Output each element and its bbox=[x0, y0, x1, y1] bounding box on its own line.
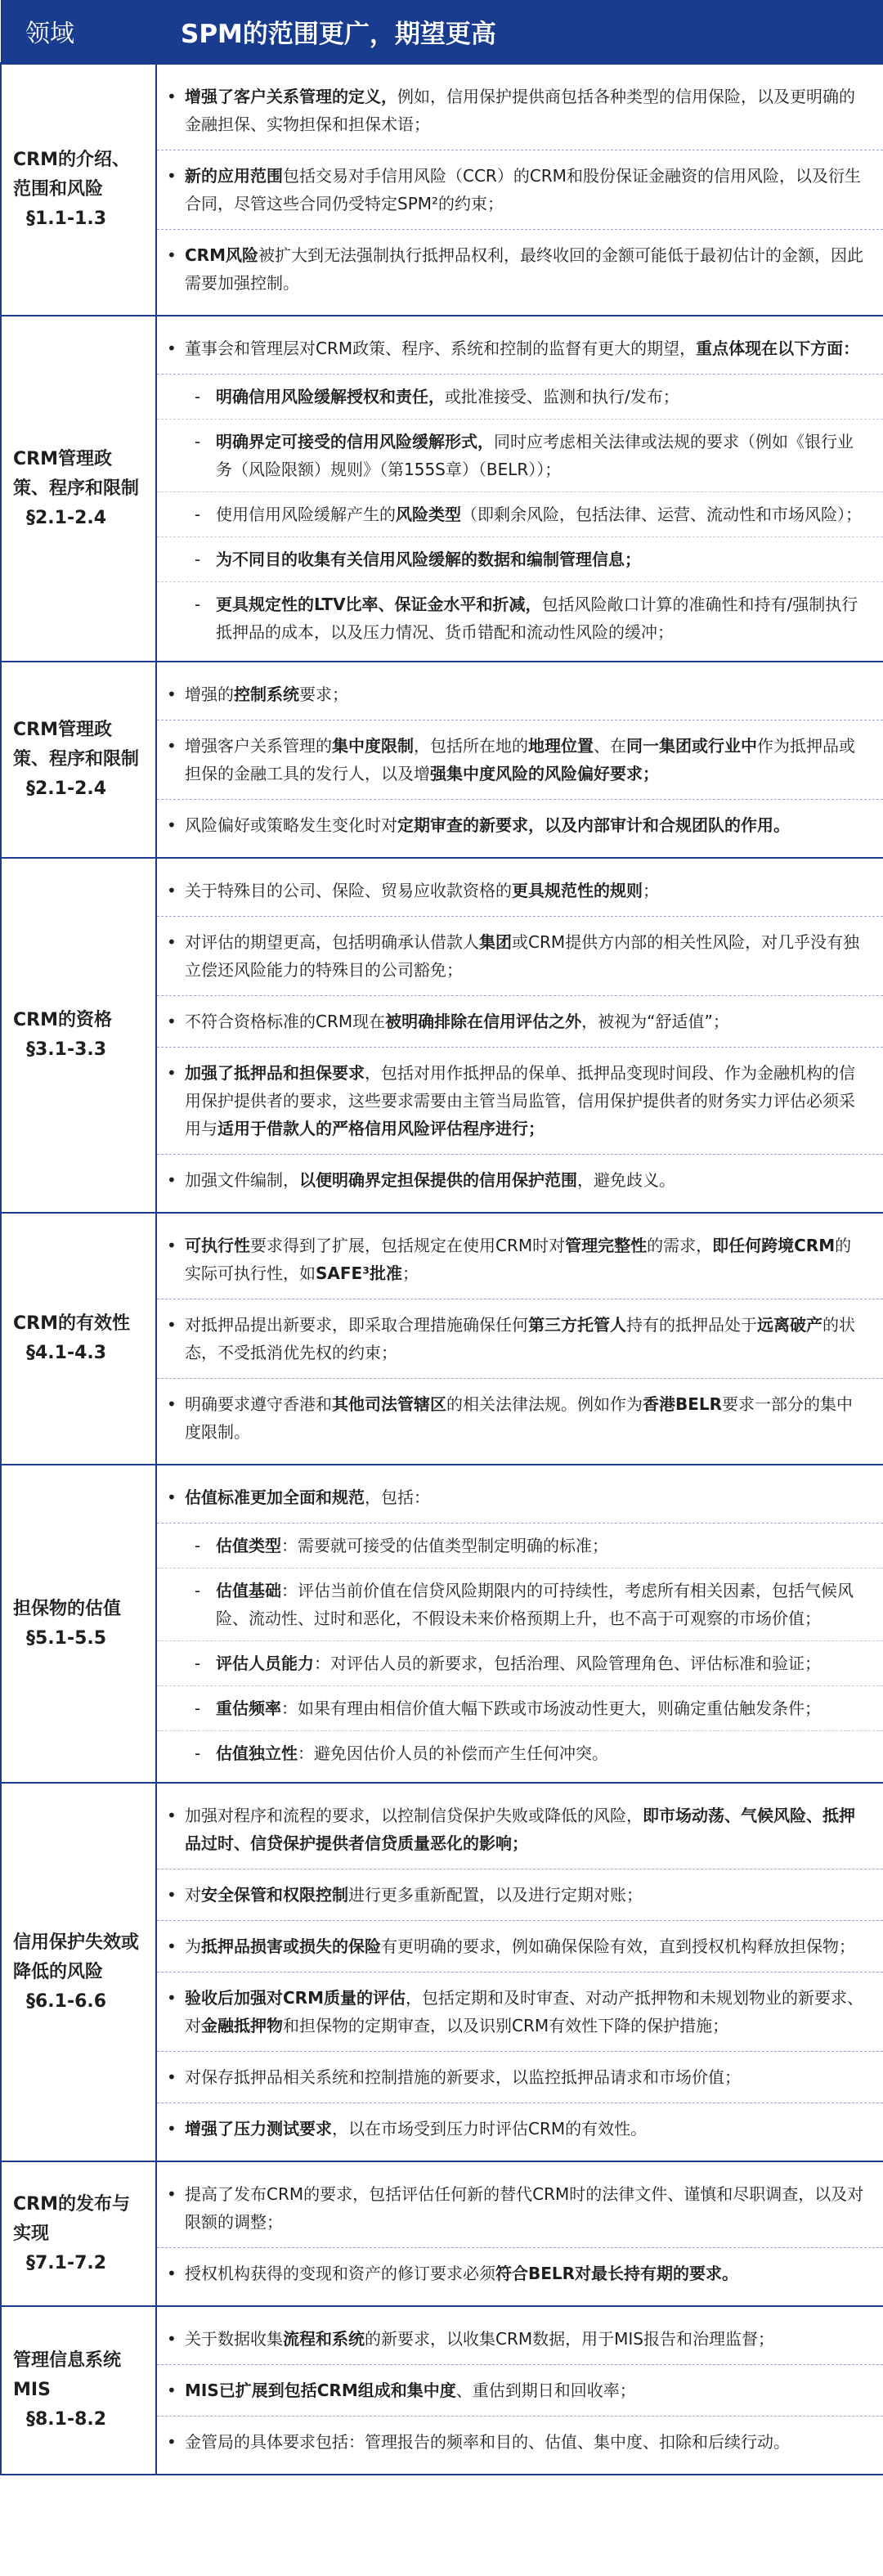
domain-name: 信用保护失效或降低的风险 bbox=[13, 1932, 140, 1982]
bullet-icon: • bbox=[167, 2264, 177, 2283]
body-text: ； bbox=[643, 881, 659, 900]
emphasis-text: 抵押品损害或损失的保险 bbox=[201, 1936, 381, 1956]
emphasis-text: 更具规定性的LTV比率、保证金水平和折减， bbox=[216, 595, 542, 614]
emphasis-text: 强集中度风险的风险偏好要求； bbox=[430, 764, 659, 783]
emphasis-text: 管理完整性 bbox=[565, 1236, 648, 1255]
body-text: 、在 bbox=[594, 736, 626, 756]
sub-list-item-text bbox=[216, 428, 865, 483]
list-item bbox=[157, 2313, 883, 2365]
body-text: 的需求， bbox=[647, 1236, 713, 1255]
body-text: 进行更多重新配置，以及进行定期对账； bbox=[348, 1885, 643, 1905]
body-text: ，包括定期和及时审查、对动产抵押物和未规划物业的新要求、对 bbox=[185, 1988, 863, 2035]
emphasis-text: 其他司法管辖区 bbox=[332, 1394, 446, 1414]
list-item-text bbox=[185, 334, 865, 362]
emphasis-text: 为不同目的收集有关信用风险缓解的数据和编制管理信息； bbox=[216, 550, 641, 569]
emphasis-text: 重点体现在以下方面： bbox=[696, 339, 860, 358]
list-item bbox=[157, 150, 883, 230]
table-row bbox=[1, 316, 883, 662]
list-item bbox=[157, 230, 883, 308]
emphasis-text: 即任何跨境CRM bbox=[712, 1236, 836, 1255]
list-item bbox=[157, 2417, 883, 2467]
bullet-icon: • bbox=[167, 87, 177, 106]
bullet-icon: • bbox=[167, 2067, 177, 2087]
body-text: 风险偏好或策略发生变化时对 bbox=[185, 815, 397, 835]
body-text: ，包括对用作抵押品的保单、抵押品变现时间段、作为金融机构的信用保护提供者的要求，这些要求需要由主管当局监管，信用保护提供者的财务实力评估必须采用与 bbox=[185, 1063, 855, 1138]
domain-section-ref: §2.1-2.4 bbox=[26, 507, 107, 528]
dash-icon: - bbox=[195, 505, 201, 524]
list-item-text bbox=[185, 2376, 865, 2404]
emphasis-text: 重估频率 bbox=[216, 1699, 281, 1718]
body-text: （即剩余风险，包括法律、运营、流动性和市场风险）； bbox=[461, 505, 862, 524]
emphasis-text: 符合BELR对最长持有期的要求。 bbox=[495, 2264, 739, 2283]
domain-section-ref: §6.1-6.6 bbox=[26, 1990, 107, 2012]
body-text: ：对评估人员的新要求，包括治理、风险管理角色、评估标准和验证； bbox=[314, 1654, 821, 1673]
body-text: ：评估当前价值在信贷风险期限内的可持续性，考虑所有相关因素，包括气候风险、流动性、过时和恶化，不假设未来价格预期上升，也不高于可观察的市场价值； bbox=[216, 1581, 854, 1628]
domain-section-ref: §1.1-1.3 bbox=[26, 209, 107, 229]
sub-list-item-text bbox=[216, 1532, 865, 1560]
expectations-cell bbox=[156, 64, 883, 316]
emphasis-text: 地理位置 bbox=[528, 736, 594, 756]
list-item bbox=[157, 1155, 883, 1205]
body-text: 被扩大到无法强制执行抵押品权利，最终收回的金额可能低于最初估计的金额，因此需要加强控制。 bbox=[185, 245, 863, 293]
body-text: ； bbox=[401, 1263, 419, 1283]
emphasis-text: SAFE³批准 bbox=[316, 1263, 402, 1283]
bullet-icon: • bbox=[167, 2119, 177, 2138]
dash-icon: - bbox=[195, 1654, 201, 1673]
emphasis-text: 适用于借款人的严格信用风险评估程序进行； bbox=[217, 1119, 545, 1138]
domain-section-ref: §8.1-8.2 bbox=[26, 2409, 107, 2430]
bullet-icon: • bbox=[167, 166, 177, 186]
body-text: 明确要求遵守香港和 bbox=[185, 1394, 332, 1414]
emphasis-text: 估值独立性 bbox=[216, 1744, 298, 1763]
list-item bbox=[157, 1869, 883, 1921]
bullet-icon: • bbox=[167, 2381, 177, 2400]
body-text: 要求一部分的集中度限制。 bbox=[185, 1394, 854, 1442]
bullet-icon: • bbox=[167, 1236, 177, 1255]
emphasis-text: 明确信用风险缓解授权和责任， bbox=[216, 387, 445, 406]
body-text: 对保存抵押品相关系统和控制措施的新要求，以监控抵押品请求和市场价值； bbox=[185, 2067, 741, 2087]
table-header-row bbox=[1, 0, 883, 64]
list-item-text bbox=[185, 928, 865, 984]
emphasis-text: 同一集团或行业中 bbox=[626, 736, 757, 756]
body-text: 或批准接受、监测和执行/发布； bbox=[445, 387, 679, 406]
domain-name: CRM的有效性 bbox=[13, 1313, 130, 1334]
bullet-icon: • bbox=[167, 1063, 177, 1083]
domain-cell bbox=[1, 2306, 156, 2475]
bullet-icon: • bbox=[167, 2329, 177, 2349]
list-item-text bbox=[185, 1932, 865, 1960]
emphasis-text: 增强了压力测试要求 bbox=[185, 2119, 332, 2138]
emphasis-text: 估值标准更加全面和规范 bbox=[185, 1488, 365, 1507]
domain-name: 管理信息系统MIS bbox=[13, 2350, 122, 2400]
emphasis-text: 即市场动荡、气候风险、抵押品过时、信贷保护提供者信贷质量恶化的影响； bbox=[185, 1806, 855, 1853]
domain-name: CRM的资格 bbox=[13, 1010, 112, 1030]
table-row bbox=[1, 858, 883, 1213]
list-item bbox=[157, 800, 883, 850]
table-row bbox=[1, 1465, 883, 1783]
list-item-text bbox=[185, 1008, 865, 1035]
body-text: 金管局的具体要求包括：管理报告的频率和目的、估值、集中度、扣除和后续行动。 bbox=[185, 2432, 790, 2452]
list-item-text bbox=[185, 1059, 865, 1142]
sub-list-item-text bbox=[216, 545, 865, 573]
list-item-text bbox=[185, 2115, 865, 2143]
body-text: 和担保物的定期审查，以及识别CRM有效性下降的保护措施； bbox=[283, 2016, 729, 2035]
list-item-text bbox=[185, 811, 865, 839]
list-item-text bbox=[185, 2428, 865, 2456]
body-text: 有更明确的要求，例如确保保险有效，直到授权机构释放担保物； bbox=[381, 1936, 855, 1956]
list-item-text bbox=[185, 2260, 865, 2287]
bullet-icon: • bbox=[167, 1394, 177, 1414]
list-item bbox=[157, 1299, 883, 1379]
bullet-icon: • bbox=[167, 1936, 177, 1956]
body-text: 加强文件编制， bbox=[185, 1170, 299, 1190]
body-text: 增强客户关系管理的 bbox=[185, 736, 332, 756]
domain-cell bbox=[1, 858, 156, 1213]
body-text: ：避免因估价人员的补偿而产生任何冲突。 bbox=[298, 1744, 608, 1763]
table-row bbox=[1, 1213, 883, 1465]
body-text: ，以在市场受到压力时评估CRM的有效性。 bbox=[332, 2119, 648, 2138]
emphasis-text: 金融抵押物 bbox=[201, 2016, 283, 2035]
list-item bbox=[157, 323, 883, 375]
list-item-text bbox=[185, 1483, 865, 1511]
body-text: 使用信用风险缓解产生的 bbox=[216, 505, 396, 524]
list-item bbox=[157, 2052, 883, 2103]
domain-section-ref: §2.1-2.4 bbox=[26, 779, 107, 799]
bullet-icon: • bbox=[167, 1988, 177, 2008]
emphasis-text: 加强了抵押品和担保要求 bbox=[185, 1063, 365, 1083]
sub-list-item bbox=[157, 1524, 883, 1568]
emphasis-text: 新的应用范围 bbox=[185, 166, 283, 186]
body-text: 的状态，不受抵消优先权的约束； bbox=[185, 1315, 855, 1362]
bullet-icon: • bbox=[167, 1315, 177, 1335]
domain-section-ref: §4.1-4.3 bbox=[26, 1343, 107, 1363]
bullet-icon: • bbox=[167, 932, 177, 952]
emphasis-text: MIS已扩展到包括CRM组成和集中度 bbox=[185, 2381, 456, 2400]
emphasis-text: 可执行性 bbox=[185, 1236, 250, 1255]
bullet-icon: • bbox=[167, 1170, 177, 1190]
domain-cell bbox=[1, 1465, 156, 1783]
body-text: 包括风险敞口计算的准确性和持有/强制执行抵押品的成本，以及压力情况、货币错配和流动性风险的缓冲； bbox=[216, 595, 858, 642]
sub-list-item-text bbox=[216, 500, 865, 528]
sub-list-item-text bbox=[216, 383, 865, 411]
emphasis-text: 控制系统 bbox=[234, 684, 299, 704]
domain-name: 担保物的估值 bbox=[13, 1598, 122, 1619]
body-text: 对评估的期望更高，包括明确承认借款人 bbox=[185, 932, 479, 952]
expectations-cell bbox=[156, 1213, 883, 1465]
domain-cell bbox=[1, 662, 156, 858]
list-item bbox=[157, 1472, 883, 1524]
list-item-text bbox=[185, 1802, 865, 1857]
body-text: 持有的抵押品处于 bbox=[626, 1315, 757, 1335]
dash-icon: - bbox=[195, 550, 201, 569]
bullet-icon: • bbox=[167, 1885, 177, 1905]
emphasis-text: 香港BELR bbox=[643, 1394, 723, 1414]
body-text: 包括交易对手信用风险（CCR）的CRM和股份保证金融资的信用风险，以及衍生合同，尽管这些合同仍受特定SPM²的约束； bbox=[185, 166, 861, 213]
body-text: 同时应考虑相关法律或法规的要求（例如《银行业务（风险限额）规则》（第155S章）（BELR））； bbox=[216, 432, 854, 479]
list-item-text bbox=[185, 2180, 865, 2236]
body-text: 对 bbox=[185, 1885, 201, 1905]
bullet-icon: • bbox=[167, 2432, 177, 2452]
list-item-text bbox=[185, 241, 865, 297]
list-item-text bbox=[185, 1881, 865, 1909]
list-item-text bbox=[185, 83, 865, 138]
body-text: 作为抵押品或担保的金融工具的发行人，以及增 bbox=[185, 736, 855, 783]
body-text: 加强对程序和流程的要求，以控制信贷保护失败或降低的风险， bbox=[185, 1806, 643, 1825]
body-text: ，避免歧义。 bbox=[577, 1170, 675, 1190]
body-text: 的相关法律法规。例如作为 bbox=[446, 1394, 643, 1414]
emphasis-text: 以便明确界定担保提供的信用保护范围 bbox=[299, 1170, 577, 1190]
domain-name: CRM管理政策、程序和限制 bbox=[13, 720, 140, 770]
expectations-cell bbox=[156, 1783, 883, 2161]
sub-list-item bbox=[157, 1641, 883, 1686]
list-item bbox=[157, 2248, 883, 2299]
body-text: 关于特殊目的公司、保险、贸易应收款资格的 bbox=[185, 881, 512, 900]
sub-list-item bbox=[157, 420, 883, 492]
table-row bbox=[1, 1783, 883, 2161]
body-text: 董事会和管理层对CRM政策、程序、系统和控制的监督有更大的期望， bbox=[185, 339, 697, 358]
bullet-icon: • bbox=[167, 881, 177, 900]
body-text: 关于数据收集 bbox=[185, 2329, 283, 2349]
header-expectations: SPM的范围更广，期望更高 bbox=[156, 0, 883, 64]
domain-cell bbox=[1, 2161, 156, 2306]
emphasis-text: 远离破产 bbox=[757, 1315, 822, 1335]
body-text: ，被视为“舒适值”； bbox=[581, 1012, 729, 1031]
sub-list-item bbox=[157, 492, 883, 537]
expectations-cell bbox=[156, 2161, 883, 2306]
emphasis-text: 风险类型 bbox=[396, 505, 461, 524]
sub-list-item-text bbox=[216, 1694, 865, 1722]
list-item-text bbox=[185, 1166, 865, 1194]
emphasis-text: 安全保管和权限控制 bbox=[201, 1885, 348, 1905]
expectations-cell bbox=[156, 316, 883, 662]
list-item bbox=[157, 2103, 883, 2154]
list-item bbox=[157, 996, 883, 1048]
dash-icon: - bbox=[195, 1744, 201, 1763]
expectations-cell bbox=[156, 858, 883, 1213]
list-item-text bbox=[185, 1311, 865, 1367]
emphasis-text: 被明确排除在信用评估之外 bbox=[385, 1012, 582, 1031]
list-item bbox=[157, 1921, 883, 1972]
list-item bbox=[157, 1379, 883, 1457]
table-row bbox=[1, 2306, 883, 2475]
sub-list-item bbox=[157, 375, 883, 420]
emphasis-text: 估值基础 bbox=[216, 1581, 281, 1600]
body-text: 提高了发布CRM的要求，包括评估任何新的替代CRM时的法律文件、谨慎和尽职调查，以及对限额的调整； bbox=[185, 2184, 864, 2232]
emphasis-text: 流程和系统 bbox=[283, 2329, 365, 2349]
body-text: ，包括： bbox=[365, 1488, 430, 1507]
list-item bbox=[157, 2169, 883, 2248]
body-text: ：如果有理由相信价值大幅下跌或市场波动性更大，则确定重估触发条件； bbox=[281, 1699, 821, 1718]
bullet-icon: • bbox=[167, 339, 177, 358]
list-item bbox=[157, 669, 883, 720]
emphasis-text: 增强了客户关系管理的定义， bbox=[185, 87, 397, 106]
body-text: 对抵押品提出新要求，即采取合理措施确保任何 bbox=[185, 1315, 528, 1335]
sub-list-item bbox=[157, 1686, 883, 1731]
emphasis-text: 集中度限制 bbox=[332, 736, 414, 756]
body-text: 例如，信用保护提供商包括各种类型的信用保险，以及更明确的金融担保、实物担保和担保术语； bbox=[185, 87, 855, 134]
list-item-text bbox=[185, 1390, 865, 1446]
domain-cell bbox=[1, 316, 156, 662]
list-item bbox=[157, 865, 883, 917]
list-item-text bbox=[185, 680, 865, 708]
body-text: 要求； bbox=[299, 684, 348, 704]
list-item bbox=[157, 1790, 883, 1869]
body-text: 增强的 bbox=[185, 684, 234, 704]
domain-name: CRM的介绍、范围和风险 bbox=[13, 150, 130, 200]
list-item-text bbox=[185, 1232, 865, 1287]
sub-list-item bbox=[157, 1568, 883, 1641]
bullet-icon: • bbox=[167, 736, 177, 756]
sub-list-item-text bbox=[216, 1577, 865, 1632]
emphasis-text: 验收后加强对CRM质量的评估 bbox=[185, 1988, 406, 2008]
domain-cell bbox=[1, 1783, 156, 2161]
body-text: 的实际可执行性，如 bbox=[185, 1236, 852, 1283]
domain-name: CRM的发布与实现 bbox=[13, 2193, 130, 2244]
domain-cell bbox=[1, 1213, 156, 1465]
bullet-icon: • bbox=[167, 2184, 177, 2204]
body-text: 为 bbox=[185, 1936, 201, 1956]
dash-icon: - bbox=[195, 387, 201, 406]
table-body bbox=[1, 64, 883, 2475]
list-item-text bbox=[185, 877, 865, 904]
body-text: 、重估到期日和回收率； bbox=[455, 2381, 636, 2400]
table-row bbox=[1, 662, 883, 858]
list-item-text bbox=[185, 732, 865, 788]
body-text: 不符合资格标准的CRM现在 bbox=[185, 1012, 386, 1031]
domain-section-ref: §3.1-3.3 bbox=[26, 1039, 107, 1060]
list-item-text bbox=[185, 1984, 865, 2040]
list-item bbox=[157, 2365, 883, 2417]
dash-icon: - bbox=[195, 432, 201, 451]
emphasis-text: 集团 bbox=[479, 932, 512, 952]
bullet-icon: • bbox=[167, 1012, 177, 1031]
domain-name: CRM管理政策、程序和限制 bbox=[13, 448, 140, 499]
bullet-icon: • bbox=[167, 245, 177, 265]
sub-list-item bbox=[157, 1731, 883, 1775]
domain-cell bbox=[1, 64, 156, 316]
list-item bbox=[157, 1048, 883, 1155]
emphasis-text: 第三方托管人 bbox=[528, 1315, 626, 1335]
header-domain: 领域 bbox=[1, 0, 156, 64]
list-item bbox=[157, 720, 883, 800]
sub-list-item bbox=[157, 537, 883, 582]
body-text: ：需要就可接受的估值类型制定明确的标准； bbox=[281, 1536, 608, 1555]
dash-icon: - bbox=[195, 1536, 201, 1555]
expectations-cell bbox=[156, 662, 883, 858]
bullet-icon: • bbox=[167, 684, 177, 704]
body-text: 授权机构获得的变现和资产的修订要求必须 bbox=[185, 2264, 495, 2283]
emphasis-text: 评估人员能力 bbox=[216, 1654, 314, 1673]
body-text: ，包括所在地的 bbox=[414, 736, 528, 756]
emphasis-text: 更具规范性的规则 bbox=[512, 881, 643, 900]
domain-section-ref: §7.1-7.2 bbox=[26, 2252, 107, 2273]
body-text: 的新要求，以收集CRM数据，用于MIS报告和治理监督； bbox=[365, 2329, 774, 2349]
sub-list-item bbox=[157, 582, 883, 654]
dash-icon: - bbox=[195, 1699, 201, 1718]
list-item bbox=[157, 917, 883, 996]
emphasis-text: 定期审查的新要求，以及内部审计和合规团队的作用。 bbox=[397, 815, 790, 835]
body-text: 或CRM提供方内部的相关性风险，对几乎没有独立偿还风险能力的特殊目的公司豁免； bbox=[185, 932, 860, 980]
list-item-text bbox=[185, 2325, 865, 2353]
domain-section-ref: §5.1-5.5 bbox=[26, 1627, 107, 1649]
list-item bbox=[157, 1220, 883, 1299]
bullet-icon: • bbox=[167, 815, 177, 835]
table-row bbox=[1, 64, 883, 316]
sub-list-item-text bbox=[216, 1649, 865, 1677]
body-text: 要求得到了扩展，包括规定在使用CRM时对 bbox=[250, 1236, 566, 1255]
list-item-text bbox=[185, 2063, 865, 2091]
bullet-icon: • bbox=[167, 1806, 177, 1825]
emphasis-text: 明确界定可接受的信用风险缓解形式， bbox=[216, 432, 494, 451]
sub-list-item-text bbox=[216, 1739, 865, 1767]
dash-icon: - bbox=[195, 595, 201, 614]
expectations-cell bbox=[156, 1465, 883, 1783]
expectations-cell bbox=[156, 2306, 883, 2475]
list-item bbox=[157, 71, 883, 150]
bullet-icon: • bbox=[167, 1488, 177, 1507]
emphasis-text: 估值类型 bbox=[216, 1536, 281, 1555]
list-item bbox=[157, 1972, 883, 2052]
list-item-text bbox=[185, 162, 865, 218]
dash-icon: - bbox=[195, 1581, 201, 1600]
emphasis-text: CRM风险 bbox=[185, 245, 258, 265]
sub-list-item-text bbox=[216, 590, 865, 646]
table-row bbox=[1, 2161, 883, 2306]
